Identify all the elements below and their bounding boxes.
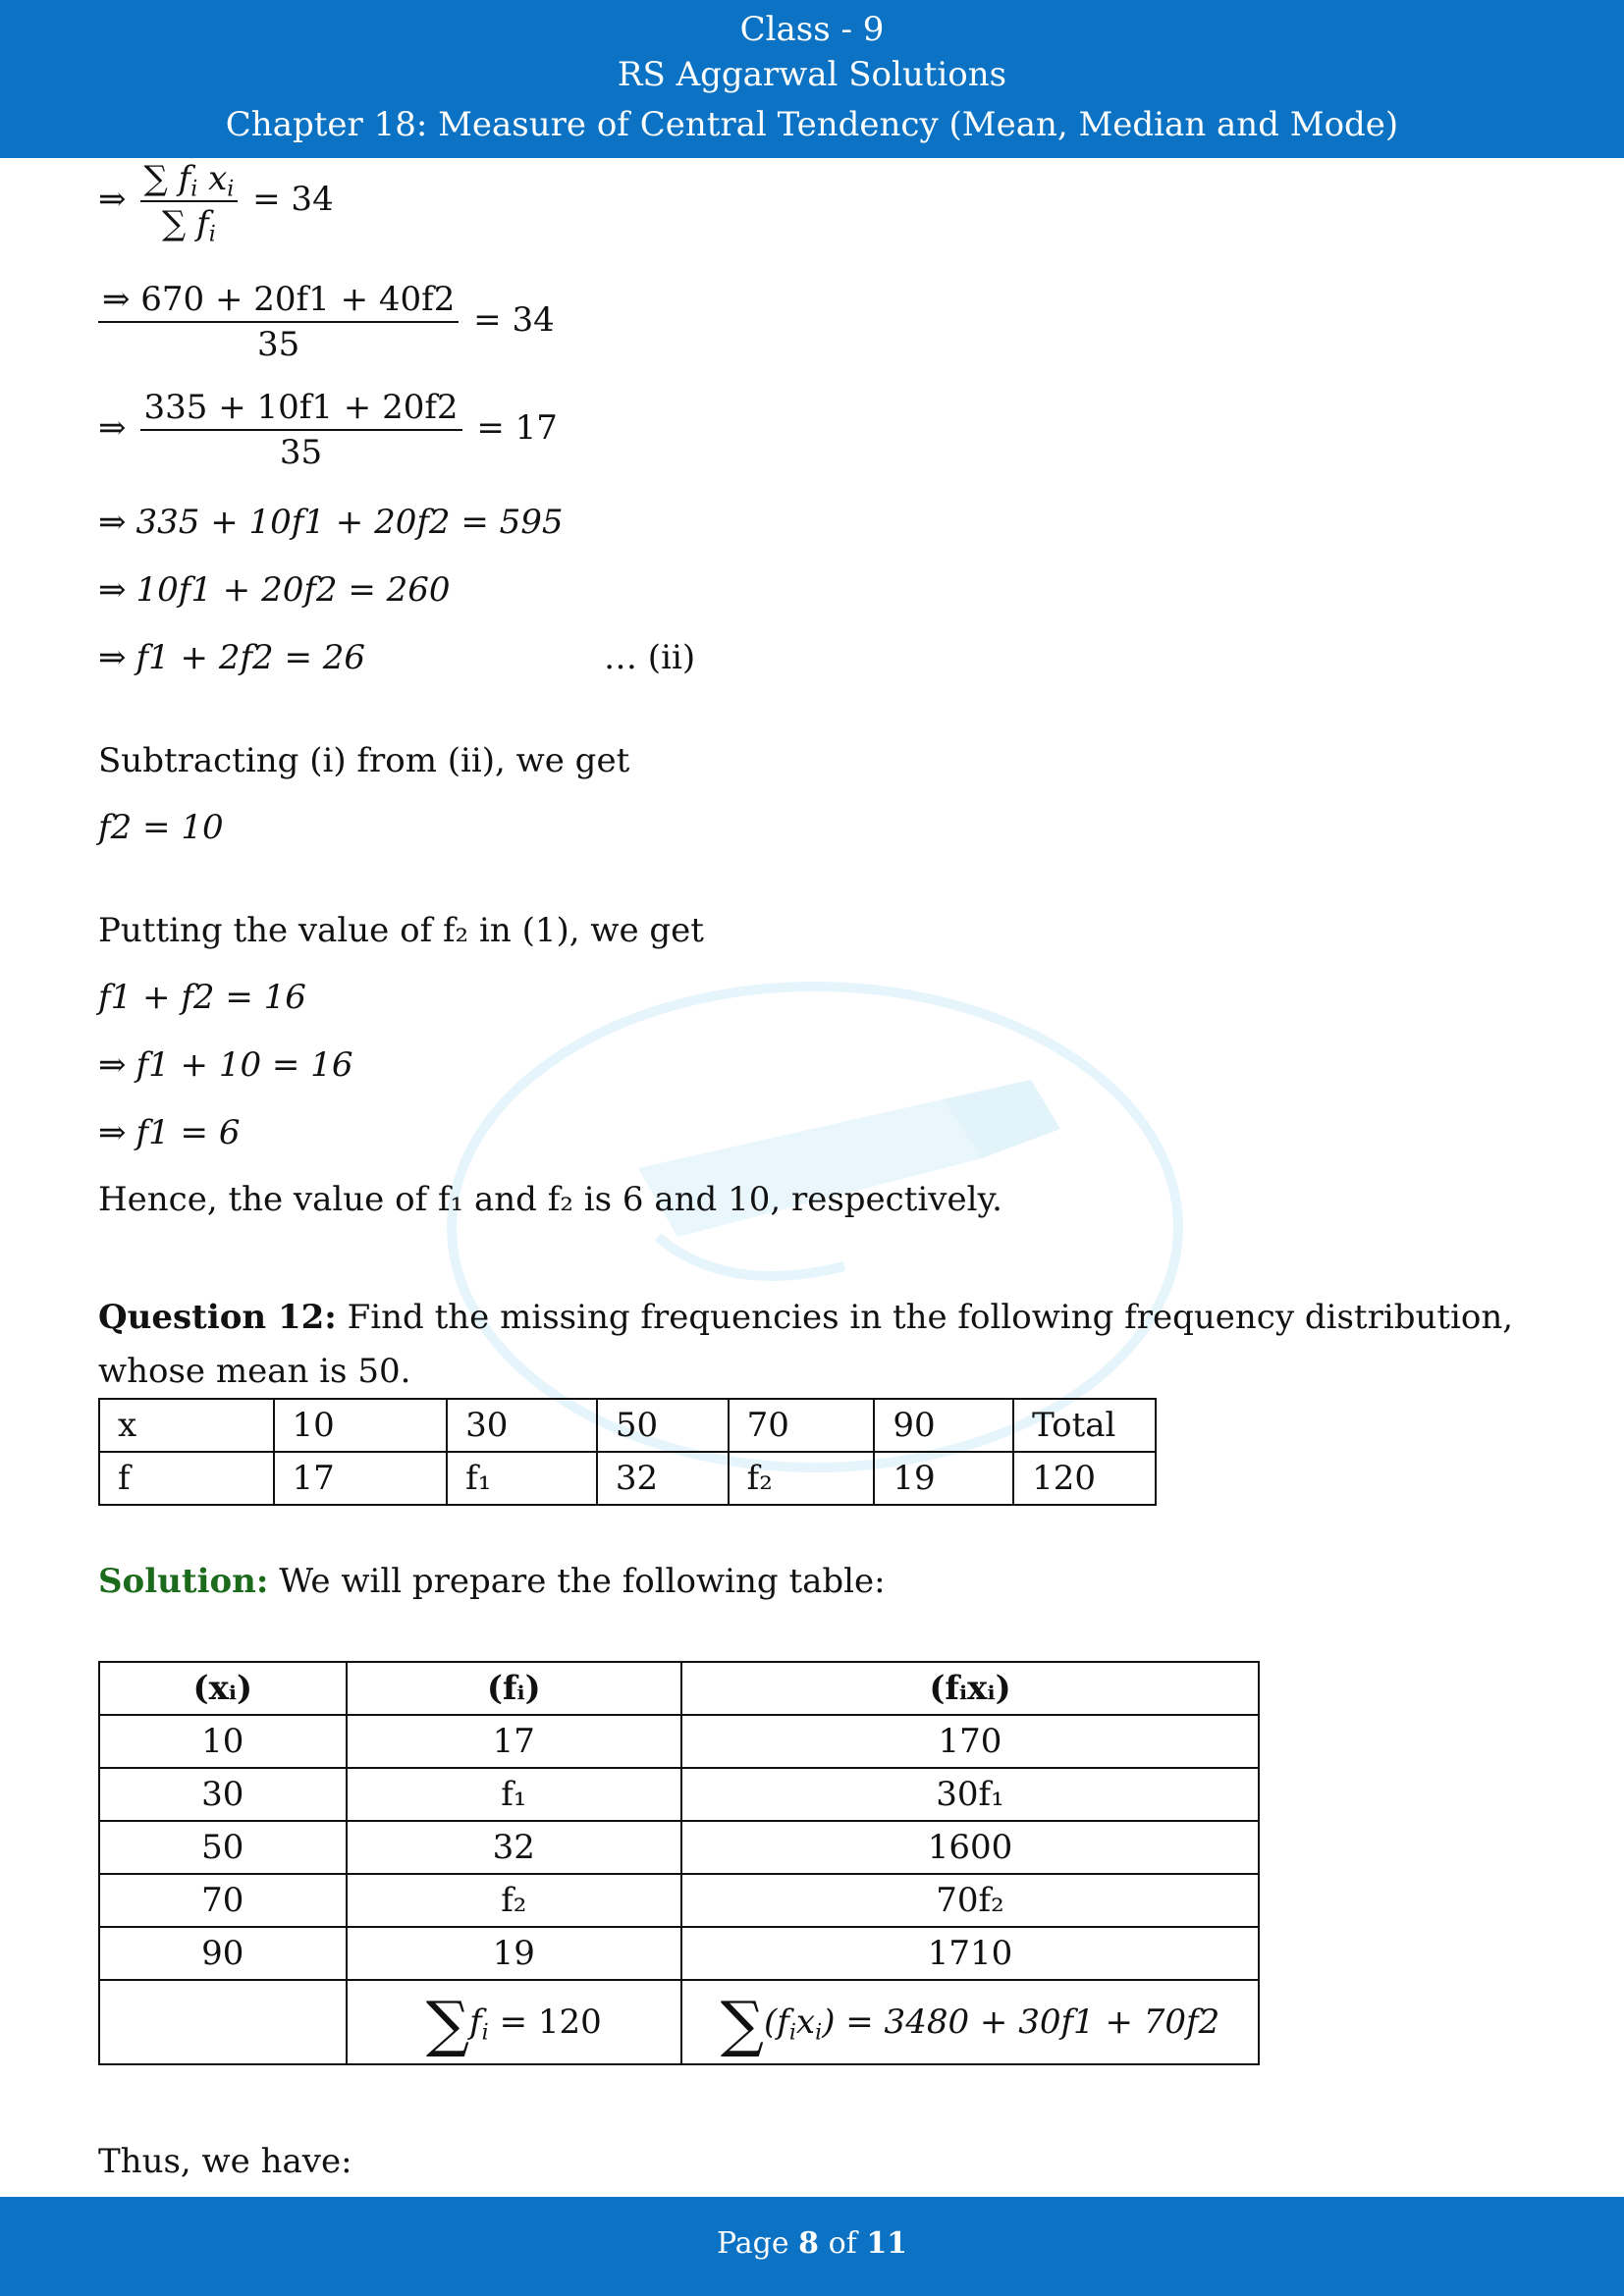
- table-row: 50 32 1600: [99, 1821, 1259, 1874]
- question-table: [98, 1398, 1157, 1506]
- table-row: x 10 30 50 70 90 Total: [99, 1399, 1156, 1452]
- putting-text: Putting the value of f₂ in (1), we get: [98, 911, 704, 950]
- solution-table: [98, 1661, 1260, 2065]
- sum-f-cell: $\sum f_i = 120$: [347, 1980, 681, 2064]
- substituted-equation: ⇒ f1 + 10 = 16: [98, 1045, 353, 1085]
- question-12: Question 12: Find the missing frequencies in the following frequency distribution,: [98, 1298, 1514, 1337]
- page-indicator: Page 8 of 11: [716, 2226, 908, 2261]
- table-row: f 17 f₁ 32 f₂ 19 120: [99, 1452, 1156, 1505]
- header-book: RS Aggarwal Solutions: [617, 55, 1007, 94]
- sum-fx-cell: $\sum(f_ix_i) = 3480 + 30f1 + 70f2$: [681, 1980, 1259, 2064]
- header-class: Class - 9: [739, 10, 885, 49]
- equation-step-4: ⇒ 335 + 10f1 + 20f2 = 595: [98, 503, 564, 542]
- equation-simplified: ⇒ $\frac{335 + 10f1 + 20f2}{35}$ = 17: [98, 388, 558, 472]
- hence-text: Hence, the value of f₁ and f₂ is 6 and 10, respectively.: [98, 1180, 1002, 1219]
- question-label: Question 12:: [98, 1298, 337, 1337]
- header-chapter: Chapter 18: Measure of Central Tendency (Mean, Median and Mode): [225, 105, 1399, 144]
- equation-mean-def: ⇒ $\frac{\sum f_i x_i}{\sum f_i}$ = 34: [98, 159, 334, 247]
- solution-intro: Solution: We will prepare the following table:: [98, 1562, 886, 1601]
- equation-substitution: $\frac{\Rightarrow 670 + 20f1 + 40f2}{35}$ = 34: [98, 280, 555, 364]
- sum-equation: f1 + f2 = 16: [98, 978, 306, 1017]
- equation-ii: ⇒ f1 + 2f2 = 26 … (ii): [98, 638, 696, 677]
- thus-text: Thus, we have:: [98, 2142, 352, 2181]
- question-12-continued: whose mean is 50.: [98, 1352, 411, 1391]
- solution-label: Solution:: [98, 1562, 269, 1601]
- page-footer: [0, 2197, 1624, 2296]
- f2-result: f2 = 10: [98, 808, 224, 847]
- equation-tag-ii: … (ii): [604, 638, 696, 677]
- f1-result: ⇒ f1 = 6: [98, 1113, 241, 1152]
- table-header-row: (xᵢ) (fᵢ) (fᵢxᵢ): [99, 1662, 1259, 1715]
- table-row: 10 17 170: [99, 1715, 1259, 1768]
- table-row: 30 f₁ 30f₁: [99, 1768, 1259, 1821]
- table-row: 90 19 1710: [99, 1927, 1259, 1980]
- table-sum-row: [99, 1980, 1259, 2064]
- table-row: 70 f₂ 70f₂: [99, 1874, 1259, 1927]
- subtracting-text: Subtracting (i) from (ii), we get: [98, 741, 630, 780]
- equation-step-5: ⇒ 10f1 + 20f2 = 260: [98, 570, 451, 610]
- page-header: [0, 0, 1624, 158]
